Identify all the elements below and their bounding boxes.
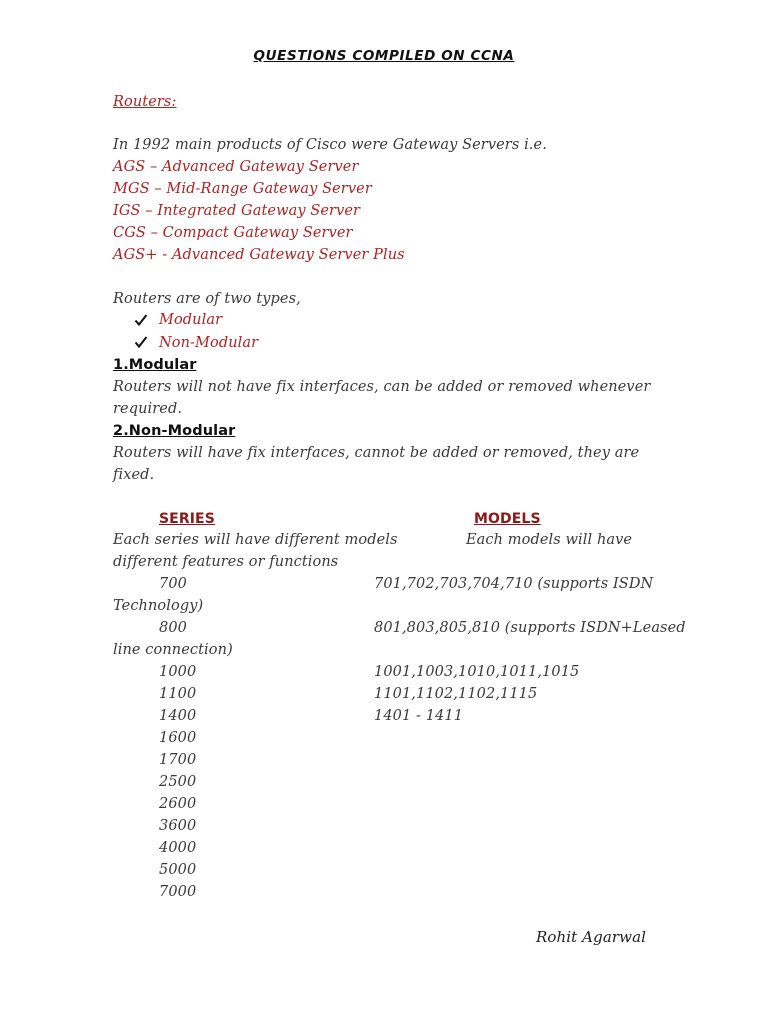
series-column-header: SERIES — [159, 511, 215, 527]
type-non-modular: Non-Modular — [159, 335, 259, 351]
models-1100: 1101,1102,1102,1115 — [374, 686, 538, 702]
models-desc: Each models will have — [466, 532, 633, 548]
gateway-server-igs: IGS – Integrated Gateway Server — [113, 203, 361, 219]
series-desc-line2: different features or functions — [113, 554, 339, 570]
gateway-server-mgs: MGS – Mid-Range Gateway Server — [113, 181, 372, 197]
non-modular-heading: 2.Non-Modular — [113, 423, 236, 439]
series-2600: 2600 — [159, 796, 197, 812]
series-3600: 3600 — [159, 818, 197, 834]
modular-desc-line2: required. — [113, 401, 183, 417]
non-modular-desc-line1: Routers will have fix interfaces, cannot be added or removed, they are — [113, 445, 640, 461]
models-700: 701,702,703,704,710 (supports ISDN — [374, 576, 654, 592]
series-1600: 1600 — [159, 730, 197, 746]
models-1000: 1001,1003,1010,1011,1015 — [374, 664, 580, 680]
series-5000: 5000 — [159, 862, 197, 878]
models-800-wrap: line connection) — [113, 642, 233, 658]
modular-heading: 1.Modular — [113, 357, 197, 373]
models-column-header: MODELS — [474, 511, 541, 527]
page-title: QUESTIONS COMPILED ON CCNA — [253, 48, 515, 64]
routers-heading: Routers: — [113, 94, 177, 110]
series-desc-line1: Each series will have different models — [113, 532, 398, 548]
series-4000: 4000 — [159, 840, 197, 856]
non-modular-desc-line2: fixed. — [113, 467, 155, 483]
series-2500: 2500 — [159, 774, 197, 790]
gateway-server-ags: AGS – Advanced Gateway Server — [113, 159, 359, 175]
checkmark-icon — [134, 312, 148, 326]
types-intro: Routers are of two types, — [113, 291, 301, 307]
gateway-server-ags-plus: AGS+ - Advanced Gateway Server Plus — [113, 247, 405, 263]
intro-text: In 1992 main products of Cisco were Gateway Servers i.e. — [113, 137, 547, 153]
modular-desc-line1: Routers will not have fix interfaces, can be added or removed whenever — [113, 379, 651, 395]
models-1400: 1401 - 1411 — [374, 708, 464, 724]
models-700-wrap: Technology) — [113, 598, 204, 614]
author-signature: Rohit Agarwal — [536, 928, 647, 946]
series-1000: 1000 — [159, 664, 197, 680]
gateway-server-cgs: CGS – Compact Gateway Server — [113, 225, 353, 241]
series-700: 700 — [159, 576, 187, 592]
checkmark-icon — [134, 334, 148, 348]
models-800: 801,803,805,810 (supports ISDN+Leased — [374, 620, 686, 636]
series-1400: 1400 — [159, 708, 197, 724]
series-7000: 7000 — [159, 884, 197, 900]
type-modular: Modular — [159, 312, 223, 328]
series-1100: 1100 — [159, 686, 197, 702]
series-1700: 1700 — [159, 752, 197, 768]
series-800: 800 — [159, 620, 187, 636]
